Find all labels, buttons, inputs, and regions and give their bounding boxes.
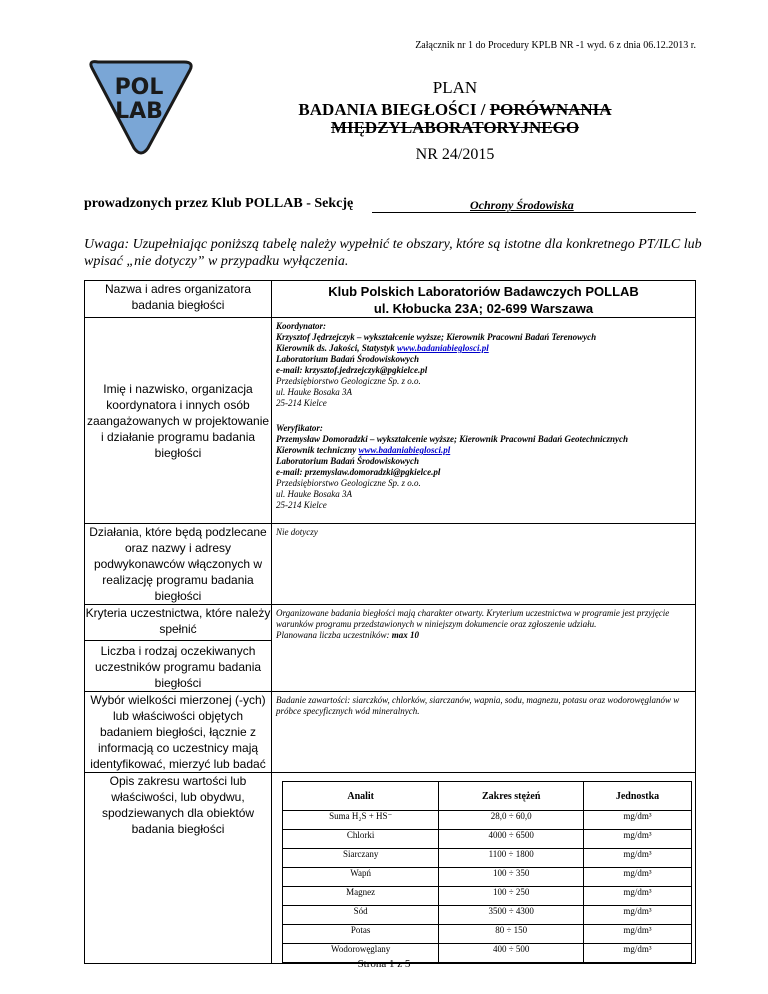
analyte-unit: mg/dm³ xyxy=(584,868,692,887)
count-label: Liczba i rodzaj oczekiwanych uczestników programu badania biegłości xyxy=(85,640,271,691)
analyte-unit: mg/dm³ xyxy=(584,887,692,906)
instruction-note: Uwaga: Uzupełniając poniższą tabelę należy wypełnić te obszary, które są istotne dla konkretnego PT/ILC lub wpisać „nie dotyczy” w przypadku wyłączenia. xyxy=(84,237,702,269)
analyte-name: Wodorowęglany xyxy=(283,944,439,963)
section-value: Ochrony Środowiska xyxy=(470,198,574,212)
coord-email: e-mail: krzysztof.jedrzejczyk@pgkielce.pl xyxy=(276,365,428,375)
range-cell xyxy=(272,773,696,964)
verif-email: e-mail: przemyslaw.domoradzki@pgkielce.pl xyxy=(276,467,441,477)
coord-company: Przedsiębiorstwo Geologiczne Sp. z o.o. xyxy=(276,376,421,386)
logo-text-pol: POL xyxy=(114,75,164,100)
analyte-range: 80 ÷ 150 xyxy=(439,925,584,944)
count-value: max 10 xyxy=(391,630,420,640)
plan-table xyxy=(84,280,696,964)
crit-count-cell xyxy=(85,605,272,692)
analyte-name: Sód xyxy=(283,906,439,925)
org-name: Klub Polskich Laboratoriów Badawczych POLLAB xyxy=(328,284,639,299)
analyte-header-name: Analit xyxy=(283,782,439,811)
coord-label: Imię i nazwisko, organizacja koordynatora i innych osób zaangażowanych w projektowanie i działanie programu badania biegłości xyxy=(85,318,272,524)
analyte-unit: mg/dm³ xyxy=(584,830,692,849)
verif-city: 25-214 Kielce xyxy=(276,500,327,510)
verif-role: Kierownik techniczny xyxy=(276,445,359,455)
analyte-unit: mg/dm³ xyxy=(584,944,692,963)
org-address: ul. Kłobucka 23A; 02-699 Warszawa xyxy=(373,301,594,316)
verif-name: Przemysław Domoradzki – wykształcenie wyższe; Kierownik Pracowni Badań Geotechnicznych xyxy=(276,434,629,444)
coord-link[interactable]: www.badaniabieglosci.pl xyxy=(397,343,489,353)
verif-street: ul. Hauke Bosaka 3A xyxy=(276,489,352,499)
coord-city: 25-214 Kielce xyxy=(276,398,327,408)
table-row xyxy=(283,830,692,849)
page-footer: Strona 1 z 5 xyxy=(357,958,411,970)
analyte-unit: mg/dm³ xyxy=(584,849,692,868)
analyte-unit: mg/dm³ xyxy=(584,811,692,830)
logo-text-lab: LAB xyxy=(115,99,163,124)
analyte-header-unit: Jednostka xyxy=(584,782,692,811)
verif-lab: Laboratorium Badań Środowiskowych xyxy=(276,456,420,466)
verif-role-line xyxy=(276,445,691,456)
coord-lab: Laboratorium Badań Środowiskowych xyxy=(276,354,420,364)
plan-number: NR 24/2015 xyxy=(415,146,495,163)
crit-text: Organizowane badania biegłości mają charakter otwarty. Kryterium uczestnictwa w programie jest przyjęcie warunków programu przedstawionych w niniejszym dokumencie oraz zgłoszenie udziału. xyxy=(276,608,670,629)
range-label: Opis zakresu wartości lub właściwości, lub obydwu, spodziewanych dla obiektów badania biegłości xyxy=(85,773,272,964)
coord-role: Kierownik ds. Jakości, Statystyk xyxy=(276,343,398,353)
analyte-name: Suma H₂S + HS⁻ xyxy=(283,811,439,830)
choice-label: Wybór wielkości mierzonej (-ych) lub właściwości objętych badaniem biegłości, łącznie z informacją co uczestnicy mają identyfikować, mierzyć lub badać xyxy=(85,692,272,773)
analyte-name: Potas xyxy=(283,925,439,944)
header-note: Załącznik nr 1 do Procedury KPLB NR -1 wyd. 6 z dnia 06.12.2013 r. xyxy=(415,40,696,51)
table-row xyxy=(283,906,692,925)
coord-cell xyxy=(272,318,696,524)
analyte-name: Magnez xyxy=(283,887,439,906)
crit-label: Kryteria uczestnictwa, które należy spełnić xyxy=(85,606,271,636)
analyte-header-range: Zakres stężeń xyxy=(439,782,584,811)
analyte-range: 100 ÷ 350 xyxy=(439,868,584,887)
verif-head: Weryfikator: xyxy=(276,423,323,433)
analyte-range: 4000 ÷ 6500 xyxy=(439,830,584,849)
table-row xyxy=(283,868,692,887)
sub-value: Nie dotyczy xyxy=(272,524,696,605)
coord-head: Koordynator: xyxy=(276,321,327,331)
verif-link[interactable]: www.badaniabieglosci.pl xyxy=(358,445,451,455)
analyte-range: 3500 ÷ 4300 xyxy=(439,906,584,925)
analyte-range: 400 ÷ 500 xyxy=(439,944,584,963)
coord-role-line xyxy=(276,343,691,354)
org-cell xyxy=(272,281,696,318)
org-label: Nazwa i adres organizatora badania biegłości xyxy=(85,281,272,318)
crit-cell xyxy=(272,605,696,692)
analyte-unit: mg/dm³ xyxy=(584,906,692,925)
table-row xyxy=(283,849,692,868)
analyte-unit: mg/dm³ xyxy=(584,925,692,944)
table-row xyxy=(283,887,692,906)
count-line xyxy=(276,630,691,641)
analyte-range: 1100 ÷ 1800 xyxy=(439,849,584,868)
analyte-name: Chlorki xyxy=(283,830,439,849)
coord-name: Krzysztof Jędrzejczyk – wykształcenie wyższe; Kierownik Pracowni Badań Terenowych xyxy=(276,332,597,342)
count-text: Planowana liczba uczestników: xyxy=(276,630,392,640)
choice-text: Badanie zawartości: siarczków, chlorków, siarczanów, wapnia, sodu, magnezu, potasu oraz wodorowęglanów w próbce specyficznych wód mineralnych. xyxy=(272,692,696,773)
title-plan: PLAN xyxy=(432,78,478,97)
pollab-logo xyxy=(86,56,196,156)
analyte-range: 100 ÷ 250 xyxy=(439,887,584,906)
analyte-range: 28,0 ÷ 60,0 xyxy=(439,811,584,830)
coord-street: ul. Hauke Bosaka 3A xyxy=(276,387,352,397)
title-line2-struck: PORÓWNANIA xyxy=(489,100,612,119)
sub-label: Działania, które będą podzlecane oraz nazwy i adresy podwykonawców włączonych w realizację programu badania biegłości xyxy=(85,524,272,605)
verif-company: Przedsiębiorstwo Geologiczne Sp. z o.o. xyxy=(276,478,421,488)
analyte-table xyxy=(282,781,692,963)
analyte-name: Siarczany xyxy=(283,849,439,868)
title-line3: MIĘDZYLABORATORYJNEGO xyxy=(330,118,580,137)
table-row xyxy=(283,811,692,830)
title-line2 xyxy=(230,100,680,120)
analyte-name: Wapń xyxy=(283,868,439,887)
title-line2-main: BADANIA BIEGŁOŚCI / xyxy=(298,100,490,119)
section-label: prowadzonych przez Klub POLLAB - Sekcję xyxy=(84,196,354,211)
table-row xyxy=(283,925,692,944)
